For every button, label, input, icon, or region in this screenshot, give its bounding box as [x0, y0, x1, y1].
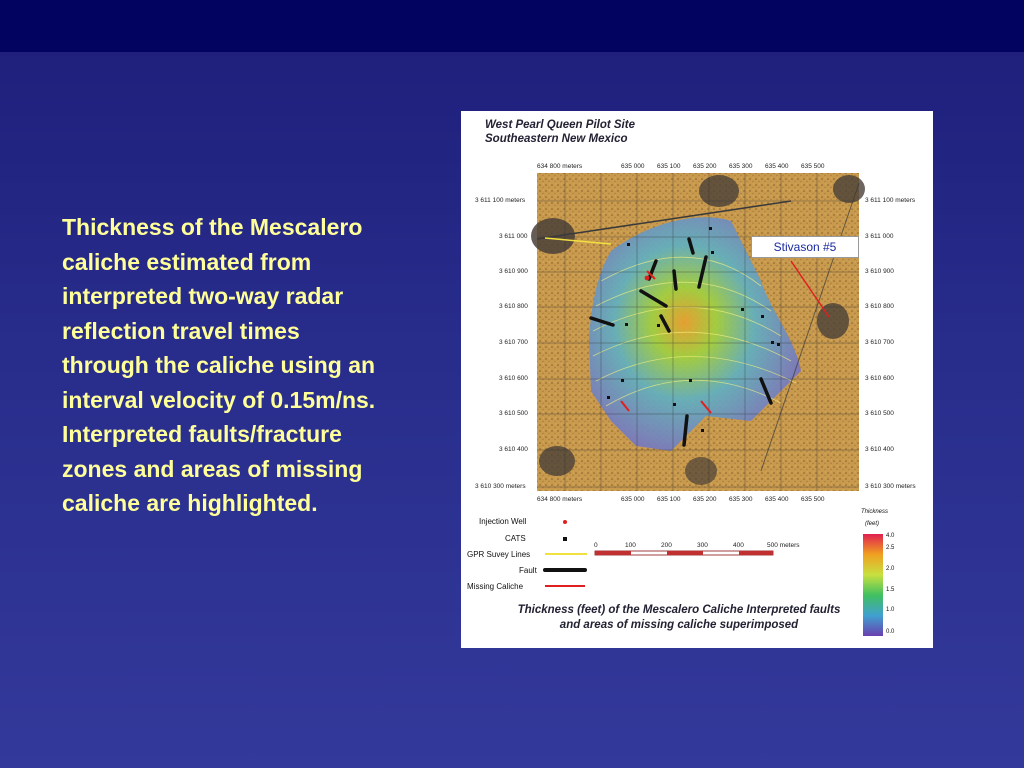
cats-marker — [777, 343, 780, 346]
bottom-x-label: 635 500 — [801, 496, 825, 503]
legend-gpr-survey-lines: GPR Suvey Lines — [467, 550, 531, 559]
body-line: zones and areas of missing — [62, 455, 363, 482]
right-y-label: 3 610 900 — [865, 268, 894, 275]
body-line: caliche estimated from — [62, 248, 312, 275]
dark-patch — [833, 175, 865, 203]
scale-label: 100 — [625, 542, 636, 549]
scale-label: 200 — [661, 542, 672, 549]
scale-label: 400 — [733, 542, 744, 549]
fault — [674, 271, 676, 289]
cats-marker — [701, 429, 704, 432]
colorbar-tick: 1.0 — [886, 607, 895, 613]
left-y-label: 3 610 700 — [499, 339, 528, 346]
top-x-label: 635 100 — [657, 163, 681, 170]
right-y-label: 3 610 800 — [865, 303, 894, 310]
scale-label: 500 meters — [767, 542, 800, 549]
dark-patch — [699, 175, 739, 207]
figure-caption-line: and areas of missing caliche superimposed — [559, 619, 799, 631]
scale-bar — [595, 551, 773, 555]
cats-marker — [761, 315, 764, 318]
injection-well-marker — [645, 276, 650, 281]
right-y-label: 3 610 400 — [865, 446, 894, 453]
body-line: interval velocity of 0.15m/ns. — [62, 386, 376, 413]
colorbar-tick: 2.0 — [886, 566, 895, 572]
left-y-label: 3 610 800 — [499, 303, 528, 310]
legend-cats-symbol — [563, 537, 567, 541]
well-callout-label: Stivason #5 — [751, 236, 859, 258]
top-x-label: 635 400 — [765, 163, 789, 170]
cats-marker — [621, 379, 624, 382]
cats-marker — [627, 243, 630, 246]
body-line: Interpreted faults/fracture — [62, 421, 342, 447]
legend-missing-caliche: Missing Caliche — [467, 582, 524, 591]
left-y-label: 3 611 100 meters — [475, 197, 526, 204]
bottom-x-label: 635 400 — [765, 496, 789, 503]
scale-label: 300 — [697, 542, 708, 549]
colorbar-title: Thickness — [861, 509, 889, 515]
figure-title-line: West Pearl Queen Pilot Site — [485, 119, 635, 131]
left-y-label: 3 610 600 — [499, 375, 528, 382]
colorbar-tick: 2.5 — [886, 545, 895, 551]
bottom-x-label: 635 300 — [729, 496, 753, 503]
left-y-label: 3 611 000 — [499, 233, 528, 240]
bottom-x-label: 635 100 — [657, 496, 681, 503]
colorbar-tick: 1.5 — [886, 587, 895, 593]
bottom-x-label: 634 800 meters — [537, 496, 583, 503]
left-y-label: 3 610 400 — [499, 446, 528, 453]
right-y-label: 3 611 100 meters — [865, 197, 916, 204]
top-x-label: 635 000 — [621, 163, 645, 170]
top-x-label: 635 300 — [729, 163, 753, 170]
colorbar-tick: 4.0 — [886, 533, 895, 539]
site-map-figure — [461, 111, 933, 648]
right-y-label: 3 611 000 — [865, 233, 894, 240]
cats-marker — [689, 379, 692, 382]
cats-marker — [607, 396, 610, 399]
colorbar-tick: 0.0 — [886, 629, 895, 635]
left-y-label: 3 610 300 meters — [475, 483, 526, 490]
legend-fault: Fault — [519, 566, 537, 575]
cats-marker — [711, 251, 714, 254]
legend-injection-well-symbol — [563, 520, 567, 524]
figure-title-line: Southeastern New Mexico — [485, 133, 628, 145]
bottom-x-label: 635 200 — [693, 496, 717, 503]
dark-patch — [685, 457, 717, 485]
dark-patch — [817, 303, 849, 339]
top-x-label: 635 200 — [693, 163, 717, 170]
right-y-label: 3 610 600 — [865, 375, 894, 382]
bottom-x-label: 635 000 — [621, 496, 645, 503]
left-y-label: 3 610 900 — [499, 268, 528, 275]
top-x-label: 634 800 meters — [537, 163, 583, 170]
dark-patch — [539, 446, 575, 476]
cats-marker — [673, 403, 676, 406]
cats-marker — [657, 324, 660, 327]
body-line: through the caliche using an — [62, 352, 376, 378]
cats-marker — [709, 227, 712, 230]
right-y-label: 3 610 700 — [865, 339, 894, 346]
body-line: caliche are highlighted. — [62, 490, 318, 516]
cats-marker — [771, 341, 774, 344]
body-line: interpreted two-way radar — [62, 283, 344, 309]
legend-injection-well: Injection Well — [479, 517, 527, 526]
body-text — [62, 210, 462, 521]
title-band — [0, 0, 1024, 52]
right-y-label: 3 610 300 meters — [865, 483, 916, 490]
legend-cats: CATS — [505, 534, 526, 543]
figure-caption-line: Thickness (feet) of the Mescalero Caliche Interpreted faults — [517, 604, 841, 616]
cats-marker — [625, 323, 628, 326]
scale-label: 0 — [594, 542, 598, 549]
top-x-label: 635 500 — [801, 163, 825, 170]
colorbar-units: (feet) — [865, 521, 880, 527]
right-y-label: 3 610 500 — [865, 410, 894, 417]
left-y-label: 3 610 500 — [499, 410, 528, 417]
cats-marker — [741, 308, 744, 311]
body-line: Thickness of the Mescalero — [62, 214, 363, 240]
body-line: reflection travel times — [62, 317, 300, 344]
